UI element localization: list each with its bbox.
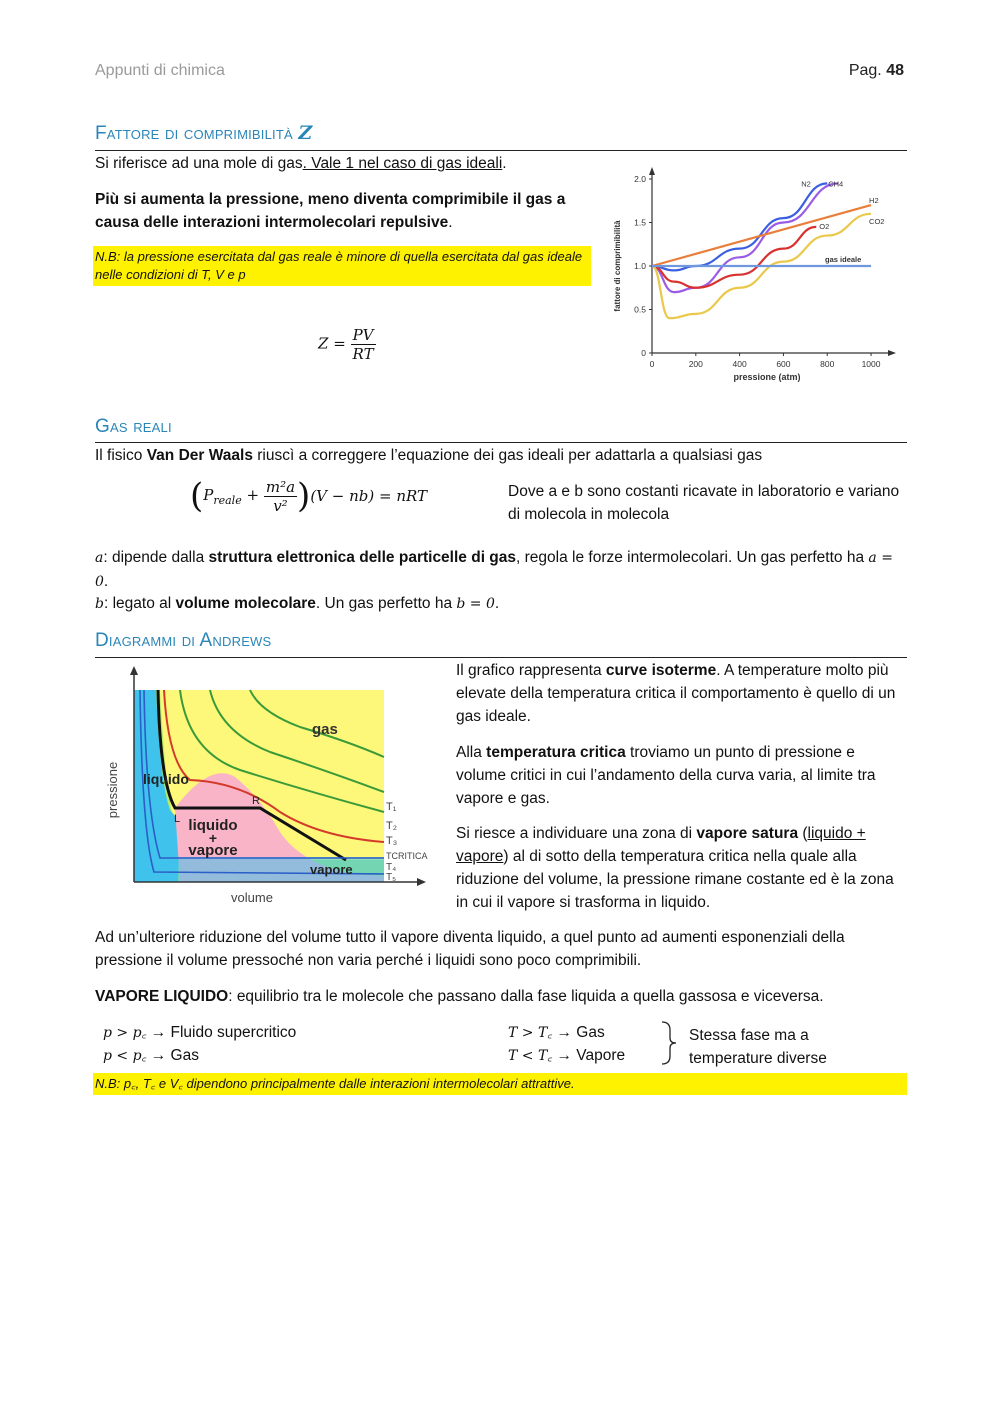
paragraph-pressure: Più si aumenta la pressione, meno diventa comprimibile il gas a causa delle interazioni intermolecolari repulsive. <box>95 191 566 231</box>
section-rule <box>95 150 907 151</box>
page-number: Pag. 48 <box>848 62 904 79</box>
label-liquido-vapore-2: + <box>208 830 218 846</box>
series-label-gas-ideale: gas ideale <box>825 255 862 264</box>
andrews-xlabel: volume <box>231 890 273 905</box>
side-note-constants: Dove a e b sono costanti ricavate in laboratorio e variano di molecola in molecola <box>508 483 900 523</box>
label-t3: T₃ <box>386 835 398 847</box>
paragraph-vapore-saturo: Si riesce a individuare una zona di vapore satura (liquido + vapore) al di sotto della temperatura critica nella quale alla riduzione del volume, la pressione rimane costante ed è la zona in cui il vapore si trasforma in liquido. <box>456 825 894 911</box>
x-tick-label: 400 <box>732 359 747 369</box>
section-title-compressibility: Fattore di comprimibilità Z <box>95 122 313 144</box>
series-label-ch4: CH4 <box>828 179 844 189</box>
x-tick-label: 0 <box>649 359 655 369</box>
paragraph-isoterme: Il grafico rappresenta curve isoterme. A temperature molto più elevate della temperatura critica il comportamento è quello di un gas ideale. <box>456 662 896 725</box>
label-vapore: vapore <box>310 862 353 877</box>
y-tick-label: 1.5 <box>634 217 646 228</box>
x-tick-label: 600 <box>776 359 791 369</box>
label-L: L <box>174 813 181 825</box>
x-tick-label: 1000 <box>861 359 881 369</box>
note-highlight: N.B: la pressione esercitata dal gas reale è minore di quella esercitata dal gas ideale nelle condizioni di T, V e p <box>93 246 591 286</box>
y-axis-arrow <box>649 167 655 175</box>
label-R: R <box>252 795 260 807</box>
andrews-ylabel: pressione <box>105 761 120 819</box>
x-tick-label: 200 <box>688 359 703 369</box>
label-tcritica: TCRITICA <box>386 851 428 861</box>
series-line-ch4 <box>652 183 838 292</box>
brace-icon <box>660 1020 680 1066</box>
paragraph-mole: Si riferisce ad una mole di gas. Vale 1 nel caso di gas ideali. <box>95 155 507 172</box>
running-header: Appunti di chimica <box>95 62 225 79</box>
y-axis-label: fattore di comprimibilità <box>613 220 622 312</box>
note-critical-params: N.B: p꜀, T꜀ e V꜀ dipendono principalmente dalle interazioni intermolecolari attrattive. <box>93 1073 907 1095</box>
label-t4: T₄ <box>386 862 397 873</box>
paragraph-van-der-waals: Il fisico Van Der Waals riuscì a correggere l’equazione dei gas ideali per adattarla a qualsiasi gas <box>95 447 763 464</box>
paragraph-riduzione: Ad un’ulteriore riduzione del volume tutto il vapore diventa liquido, a quel punto ad aumenti esponenziali della pressione il volume pressoché non varia perché i liquidi sono poco comprimibili. <box>95 929 845 969</box>
series-label-n2: N2 <box>801 179 811 189</box>
section-title-andrews: Diagrammi di Andrews <box>95 630 272 651</box>
label-liquido-vapore-1: liquido <box>188 817 238 834</box>
paragraph-vapore-liquido: VAPORE LIQUIDO: equilibrio tra le molecole che passano dalla fase liquida a quella gassosa e viceversa. <box>95 988 824 1005</box>
relation-t-less: T < T꜀ → Vapore <box>508 1047 626 1064</box>
series-label-o2: O2 <box>819 221 830 231</box>
series-label-h2: H2 <box>869 196 879 206</box>
label-liquido: liquido <box>143 771 189 787</box>
relation-t-greater: T > T꜀ → Gas <box>508 1024 605 1041</box>
label-t1: T₁ <box>386 801 397 813</box>
x-tick-label: 800 <box>820 359 835 369</box>
paragraph-critica: Alla temperatura critica troviamo un punto di pressione e volume critici in cui l’andamento della curva varia, al limite tra vapore e gas. <box>456 744 876 807</box>
label-liquido-vapore-3: vapore <box>188 842 238 859</box>
formula-van-der-waals: ($P_{reale}$ + $\frac{\text{m²a}}{\text{v²}}$ )(V − nb) = nRT <box>190 476 428 516</box>
y-tick-label: 1.0 <box>634 261 646 271</box>
y-tick-label: 2.0 <box>634 174 646 184</box>
label-t2: T₂ <box>386 820 397 832</box>
label-t5: T₅ <box>386 872 397 883</box>
compressibility-chart <box>606 165 898 390</box>
paragraph-a: a: dipende dalla struttura elettronica delle particelle di gas, regola le forze intermolecolari. Un gas perfetto ha a = 0. <box>95 549 893 590</box>
section-rule <box>95 442 907 443</box>
formula-z: Z = $\frac{PV}{RT}$ <box>318 326 374 363</box>
paragraph-b: b: legato al volume molecolare. Un gas perfetto ha b = 0. <box>95 595 500 612</box>
x-axis-arrow <box>888 350 896 356</box>
y-tick-label: 0 <box>641 348 646 358</box>
andrews-diagram <box>100 662 440 912</box>
y-tick-label: 0.5 <box>634 304 646 315</box>
x-axis-label: pressione (atm) <box>733 372 801 382</box>
series-label-co2: CO2 <box>869 216 885 226</box>
section-title-real-gas: Gas reali <box>95 416 172 437</box>
relation-p-less: p < p꜀ → Gas <box>103 1047 199 1064</box>
section-rule <box>95 657 907 658</box>
brace-note: Stessa fase ma a temperature diverse <box>689 1027 827 1067</box>
relation-p-greater: p > p꜀ → Fluido supercritico <box>103 1024 297 1041</box>
label-gas: gas <box>312 721 338 738</box>
